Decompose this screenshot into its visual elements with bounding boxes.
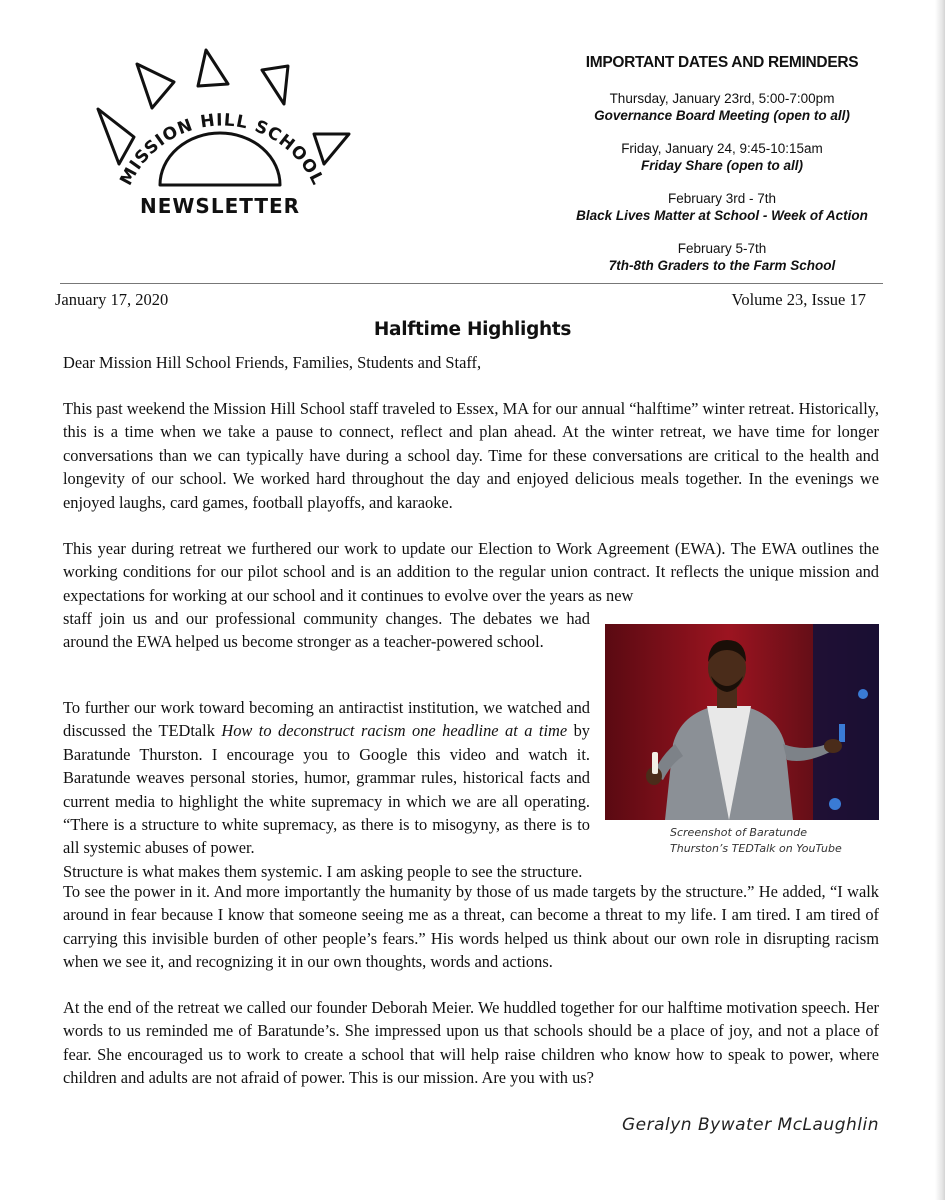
reminder-event: Governance Board Meeting (open to all) (594, 108, 850, 123)
page-edge-shadow (935, 0, 945, 1200)
author-signature: Geralyn Bywater McLaughlin (621, 1115, 879, 1135)
reminder-event: Friday Share (open to all) (640, 158, 804, 173)
paragraph-quote: To see the power in it. And more importantly the humanity by those of us made targets by the structure.” He added, “I walk around in fear because I know that someone seeing me as a threat, can become a threat to my life. I am tired. I am tired of carrying this invisible burden of other people’s fears.” His words helped us think about our own role in disrupting racism when we see it, and recognizing it in our own thoughts, words and actions. (63, 882, 879, 972)
paragraph-ewa: This year during retreat we furthered our work to update our Election to Work Agreement (EWA). The EWA outlines the working conditions for our pilot school and is an addition to the regular union contract. It reflects the unique mission and expectations for working at our school and it continues to evolve over the years as new (63, 539, 879, 605)
caption-line: Thurston’s TEDTalk on YouTube (670, 842, 842, 855)
sun-ray-icon (262, 66, 288, 104)
reminder-date: February 5-7th (677, 241, 767, 256)
sun-ray-icon (98, 109, 134, 164)
school-logo (92, 42, 362, 232)
reminders-box (552, 54, 892, 290)
reminder-event: Black Lives Matter at School - Week of Action (576, 208, 868, 223)
logo-subtitle: NEWSLETTER (139, 194, 301, 218)
speaker-illustration (605, 624, 879, 820)
reminder-date: Thursday, January 23rd, 5:00-7:00pm (609, 91, 835, 106)
tedtalk-title: How to deconstruct racism one headline at a time (221, 721, 568, 741)
caption-line: Screenshot of Baratunde (670, 826, 807, 839)
issue-date: January 17, 2020 (55, 290, 169, 309)
paragraph-retreat: This past weekend the Mission Hill School staff traveled to Essex, MA for our annual “halftime” winter retreat. Historically, this is a time when we take a pause to connect, reflect and plan ahead. At the winter retreat, we have time for longer conversations than we can typically have during a school day. Time for these conversations are critical to the health and longevity of our school. We worked hard throughout the day and enjoyed delicious meals together. In the evenings we enjoyed laughs, card games, football playoffs, and karaoke. (63, 399, 879, 512)
article-headline: Halftime Highlights (373, 319, 572, 340)
paragraph-tedtalk (63, 696, 590, 860)
reminder-item (552, 90, 892, 124)
paragraph-tedtalk-body: by Baratunde Thurston. I encourage you to Google this video and watch it. Baratunde weaves personal stories, humor, grammar rules, historical facts and current media to highlight the white supremacy in which we are all operating. “There is a structure to white supremacy, as there is to misogyny, as there is to all systemic abuses of power. (63, 721, 590, 858)
ted-talk-photo (605, 624, 879, 820)
issue-volume: Volume 23, Issue 17 (731, 290, 866, 309)
reminder-item (552, 240, 892, 274)
salutation: Dear Mission Hill School Friends, Families, Students and Staff, (63, 353, 482, 372)
reminders-title: IMPORTANT DATES AND REMINDERS (585, 54, 859, 71)
logo-arc-text: MISSION HILL SCHOOL (116, 110, 328, 189)
header-divider (60, 283, 883, 284)
paragraph-ewa-continued: staff join us and our professional community changes. The debates we had around the EWA helped us become stronger as a teacher-powered school. (63, 609, 590, 652)
sun-ray-icon (198, 50, 228, 86)
reminder-item (552, 190, 892, 224)
sun-ray-icon (314, 134, 349, 164)
sun-ray-icon (137, 64, 174, 108)
reminder-date: February 3rd - 7th (667, 191, 777, 206)
paragraph-tedtalk-intro: To further our work toward becoming an antiractist institution, we watched and discussed the TEDtalk (63, 698, 590, 741)
reminder-event: 7th-8th Graders to the Farm School (608, 258, 836, 273)
photo-caption (670, 825, 842, 857)
paragraph-founder: At the end of the retreat we called our founder Deborah Meier. We huddled together for our halftime motivation speech. Her words to us reminded me of Baratunde’s. She impressed upon us that schools should be a place of joy, and not a place of fear. She encouraged us to work to create a school that will help raise children who know how to speak to power, where children and adults are not afraid of power. This is our mission. Are you with us? (63, 998, 879, 1088)
reminder-item (552, 140, 892, 174)
paragraph-tedtalk-line: Structure is what makes them systemic. I am asking people to see the structure. (63, 862, 583, 881)
reminder-date: Friday, January 24, 9:45-10:15am (621, 141, 823, 156)
